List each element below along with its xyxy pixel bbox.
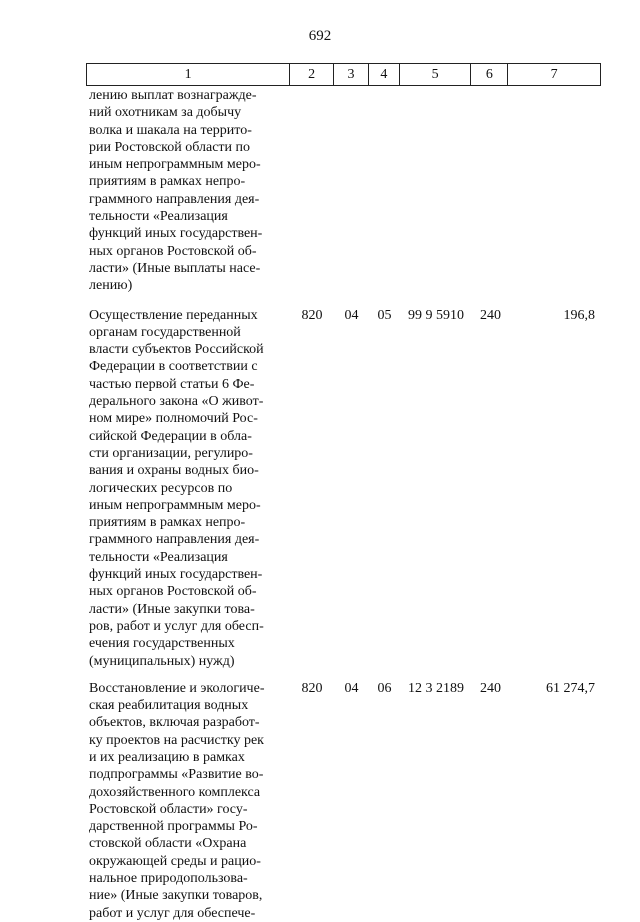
table-row (86, 87, 601, 295)
column-header-1: 1 (87, 64, 290, 85)
table-header (86, 63, 601, 86)
cell-csr: 12 3 2189 (408, 680, 464, 696)
cell-vr: 240 (480, 307, 501, 323)
page-number: 692 (308, 28, 332, 44)
cell-pr: 06 (377, 680, 392, 696)
column-header-5: 5 (400, 64, 472, 85)
row-description: Восстановление и экологиче- ская реабилитация водных объектов, включая разработ- ку проектов на расчистку рек и их реализацию в рамках подпрограммы «Развитие во- дохозяйственного комплекса Ростовской области» госу- дарственной программы Ро- стовской области «Охрана окружающей среды и рацио- нальное природопользова- ние» (Иные закупки товаров, работ и услуг для обеспече- (89, 680, 265, 921)
table-row (86, 680, 601, 922)
cell-csr: 99 9 5910 (408, 307, 464, 323)
column-header-4: 4 (369, 64, 400, 85)
cell-vr: 240 (480, 680, 501, 696)
row-description: Осуществление переданных органам государственной власти субъектов Российской Федерации в соответствии с частью первой статьи 6 Фе- дерального закона «О живот- ном мире» полномочий Рос- сийской Федерации в обла- сти организации, регулиро- вания и охраны водных био- логических ресурсов по иным непрограммным меро- приятиям в рамках непро- граммного направления дея- тельности «Реализация функций иных государствен- ных органов Ростовской об- ласти» (Иные закупки това- ров, работ и услуг для обесп- ечения государственных (муниципальных) нужд) (89, 307, 264, 669)
cell-ved: 820 (301, 307, 323, 323)
cell-amount: 196,8 (563, 307, 595, 323)
column-header-6: 6 (471, 64, 508, 85)
cell-ved: 820 (301, 680, 323, 696)
cell-rz: 04 (344, 680, 359, 696)
cell-rz: 04 (344, 307, 359, 323)
cell-pr: 05 (377, 307, 392, 323)
table-body (86, 87, 601, 922)
column-header-7: 7 (550, 67, 558, 82)
table-row (86, 307, 601, 670)
row-description: лению выплат вознагражде- ний охотникам за добычу волка и шакала на террито- рии Ростовской области по иным непрограммным меро- приятиям в рамках непро- граммного направления дея- тельности «Реализация функций иных государствен- ных органов Ростовской об- ласти» (Иные выплаты насе- лению) (89, 88, 263, 294)
column-header-2: 2 (290, 64, 334, 85)
cell-amount: 61 274,7 (546, 680, 595, 696)
column-header-3: 3 (334, 64, 369, 85)
